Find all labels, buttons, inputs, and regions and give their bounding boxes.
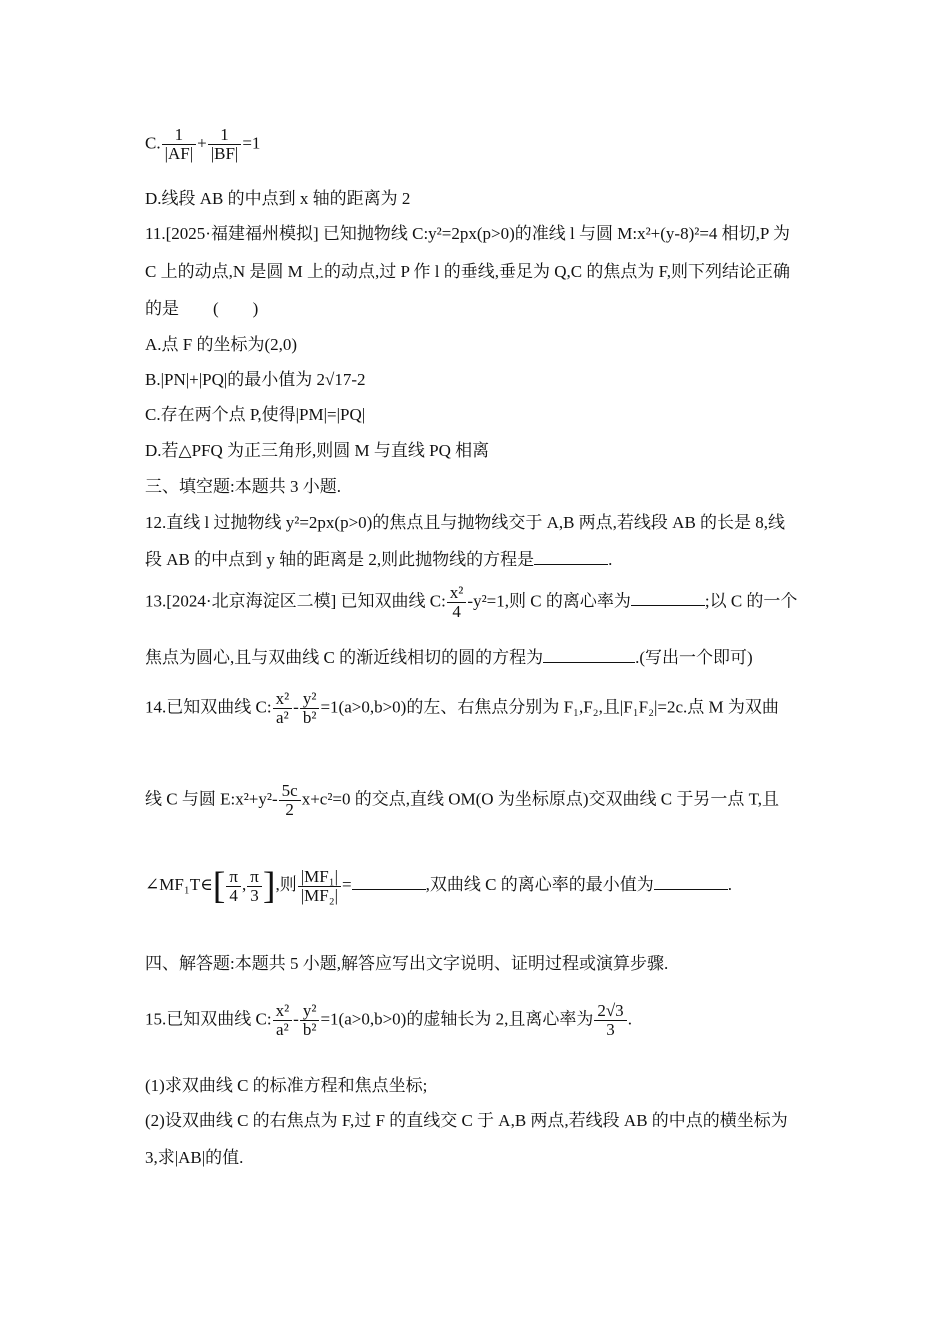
q10-option-c: C. $\frac{1}{|AF|}$ + $\frac{1}{|BF|}$ =1 <box>145 125 261 163</box>
q15-stem: 15.已知双曲线 C: $\frac{\text{x²}}{\text{a²}}$ - $\frac{\text{y²}}{\text{b²}}$ =1(a>0,b>0)的虚轴长为 2,且离心率为 $\frac{2√3}{3}$ . <box>145 1001 632 1039</box>
q13-circle-blank[interactable] <box>543 646 635 663</box>
right-bracket: ] <box>262 865 276 907</box>
q11-option-b: B.|PN|+|PQ|的最小值为 2√17-2 <box>145 370 366 389</box>
q14-eccentricity-blank[interactable] <box>654 873 728 890</box>
q10-option-d: D.线段 AB 的中点到 x 轴的距离为 2 <box>145 189 411 208</box>
q12-line2: 段 AB 的中点到 y 轴的距离是 2,则此抛物线的方程是 . <box>145 550 613 569</box>
q13-eccentricity-blank[interactable] <box>631 589 705 606</box>
q11-option-c: C.存在两个点 P,使得|PM|=|PQ| <box>145 405 366 424</box>
section-fill-in-heading: 三、填空题:本题共 3 小题. <box>145 477 341 496</box>
q13-line1: 13.[2024·北京海淀区二模] 已知双曲线 C: $\frac{\text{x²}}{4}$ -y²=1,则 C 的离心率为 ;以 C 的一个 <box>145 583 798 621</box>
q10-c-prefix: C. <box>145 133 161 153</box>
q15-part2-cont: 3,求|AB|的值. <box>145 1148 244 1167</box>
q11-stem-line1: 11.[2025·福建福州模拟] 已知抛物线 C:y²=2px(p>0)的准线 l 与圆 M:x²+(y-8)²=4 相切,P 为 <box>145 224 790 243</box>
q11-stem-line2: C 上的动点,N 是圆 M 上的动点,过 P 作 l 的垂线,垂足为 Q,C 的焦点为 F,则下列结论正确 <box>145 262 790 281</box>
q11-option-a: A.点 F 的坐标为(2,0) <box>145 335 298 354</box>
q12-answer-blank[interactable] <box>534 548 608 565</box>
q10-c-frac1: $\frac{1}{|AF|}$ <box>162 126 197 163</box>
q12-line1: 12.直线 l 过抛物线 y²=2px(p>0)的焦点且与抛物线交于 A,B 两点,若线段 AB 的长是 8,线 <box>145 513 786 532</box>
section-solution-heading: 四、解答题:本题共 5 小题,解答应写出文字说明、证明过程或演算步骤. <box>145 954 669 973</box>
q15-eccentricity-frac: $\frac{2√3}{3}$ <box>594 1002 626 1039</box>
left-bracket: [ <box>212 865 226 907</box>
q14-ratio-blank[interactable] <box>352 873 426 890</box>
q11-option-d: D.若△PFQ 为正三角形,则圆 M 与直线 PQ 相离 <box>145 441 490 460</box>
q13-frac: $\frac{\text{x²}}{4}$ <box>447 584 467 621</box>
q10-c-frac2: $\frac{1}{|BF|}$ <box>208 126 242 163</box>
q13-line2: 焦点为圆心,且与双曲线 C 的渐近线相切的圆的方程为 .(写出一个即可) <box>145 648 753 667</box>
q14-line1: 14.已知双曲线 C: $\frac{\text{x²}}{\text{a²}}$ - $\frac{\text{y²}}{\text{b²}}$ =1(a>0,b>0)的左、右焦点分别为 F₁,F₂,且|F₁F₂|=2c.点 M 为双曲 <box>145 689 779 727</box>
q14-line2: 线 C 与圆 E:x²+y²- $\frac{5c}{2}$ x+c²=0 的交点,直线 OM(O 为坐标原点)交双曲线 C 于另一点 T,且 <box>145 781 779 819</box>
q14-line3: ∠MF₁T∈[ $\frac{\pi}{4}$ , $\frac{\pi}{3}$ ],则 $\frac{\text{|MF₁|}}{\text{|MF₂|}}$ = ,双曲线 C 的离心率的最小值为 . <box>145 865 732 907</box>
q15-part2: (2)设双曲线 C 的右焦点为 F,过 F 的直线交 C 于 A,B 两点,若线段 AB 的中点的横坐标为 <box>145 1111 788 1130</box>
q11-stem-line3: 的是 ( ) <box>145 299 259 318</box>
q15-part1: (1)求双曲线 C 的标准方程和焦点坐标; <box>145 1076 428 1095</box>
